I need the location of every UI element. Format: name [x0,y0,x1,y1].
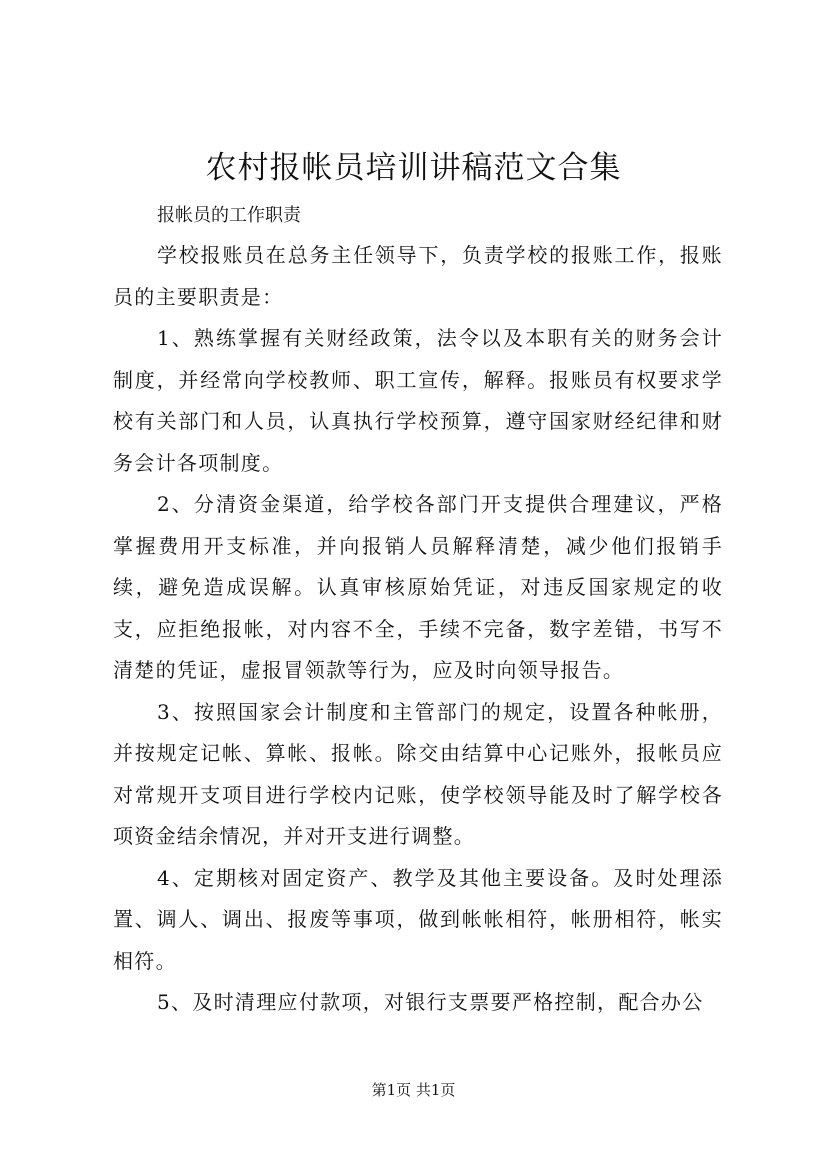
section-heading: 报帐员的工作职责 [157,205,301,226]
document-body [113,197,723,1024]
paragraph-intro: 学校报账员在总务主任领导下，负责学校的报账工作，报账员的主要职责是： [113,243,723,309]
paragraph-item-2: 2、分清资金渠道，给学校各部门开支提供合理建议，严格掌握费用开支标准，并向报销人员解释清楚，减少他们报销手续，避免造成误解。认真审核原始凭证，对违反国家规定的收支，应拒绝报帐，对内容不全，手续不完备，数字差错，书写不清楚的凭证，虚报冒领款等行为，应及时向领导报告。 [113,492,723,682]
paragraph-item-5: 5、及时清理应付款项，对银行支票要严格控制，配合办公 [157,990,704,1014]
page-number-footer: 第1页 共1页 [371,1081,456,1099]
document-title: 农村报帐员培训讲稿范文合集 [205,150,622,186]
paragraph-item-3: 3、按照国家会计制度和主管部门的规定，设置各种帐册，并按规定记帐、算帐、报帐。除交由结算中心记账外，报帐员应对常规开支项目进行学校内记账，使学校领导能及时了解学校各项资金结余情况，并对开支进行调整。 [113,699,723,848]
paragraph-item-4: 4、定期核对固定资产、教学及其他主要设备。及时处理添置、调人、调出、报废等事项，做到帐帐相符，帐册相符，帐实相符。 [113,865,723,973]
paragraph-item-1: 1、熟练掌握有关财经政策，法令以及本职有关的财务会计制度，并经常向学校教师、职工宣传，解释。报账员有权要求学校有关部门和人员，认真执行学校预算，遵守国家财经纪律和财务会计各项制度。 [113,326,723,475]
